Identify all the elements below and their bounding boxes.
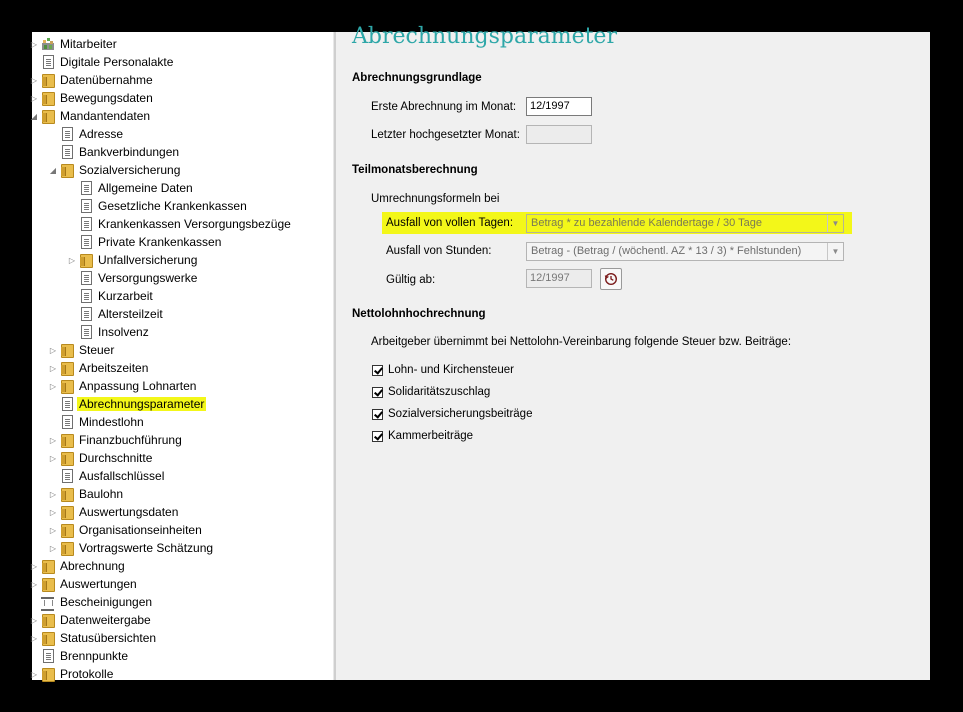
tree-item[interactable] bbox=[48, 341, 114, 359]
tree-item-label: Statusübersichten bbox=[60, 631, 157, 645]
tree-item[interactable] bbox=[48, 161, 180, 179]
section-heading-abrechnungsgrundlage: Abrechnungsgrundlage bbox=[352, 72, 482, 84]
folder-icon bbox=[41, 109, 55, 123]
folder-icon bbox=[60, 433, 74, 447]
expander-spacer bbox=[67, 183, 77, 193]
folder-icon bbox=[60, 343, 74, 357]
tree-item-label: Kurzarbeit bbox=[98, 289, 153, 303]
expand-arrow-icon[interactable]: ▷ bbox=[30, 615, 38, 625]
tree-item-label: Gesetzliche Krankenkassen bbox=[98, 199, 247, 213]
expander-spacer bbox=[29, 597, 39, 607]
tree-item-label: Adresse bbox=[79, 127, 124, 141]
tree-item-label: Mindestlohn bbox=[79, 415, 144, 429]
tree-item[interactable] bbox=[29, 53, 173, 71]
tree-item-label: Anpassung Lohnarten bbox=[79, 379, 197, 393]
expander-spacer bbox=[48, 129, 58, 139]
last-month-label: Letzter hochgesetzter Monat: bbox=[371, 129, 520, 141]
full-days-value: Betrag * zu bezahlende Kalendertage / 30 Tage bbox=[531, 217, 762, 229]
expander-spacer bbox=[67, 237, 77, 247]
tree-item[interactable] bbox=[48, 503, 178, 521]
expand-arrow-icon[interactable]: ▷ bbox=[49, 381, 57, 391]
hours-label: Ausfall von Stunden: bbox=[386, 245, 492, 257]
tree-item-label: Versorgungswerke bbox=[98, 271, 198, 285]
formula-subheading: Umrechnungsformeln bei bbox=[371, 193, 500, 205]
expander-spacer bbox=[29, 651, 39, 661]
document-icon bbox=[79, 217, 93, 231]
tree-item[interactable] bbox=[48, 359, 148, 377]
document-icon bbox=[60, 127, 74, 141]
expander-spacer bbox=[67, 327, 77, 337]
folder-icon bbox=[41, 73, 55, 87]
tree-item-label: Private Krankenkassen bbox=[98, 235, 222, 249]
expand-arrow-icon[interactable]: ▷ bbox=[30, 75, 38, 85]
checkbox-lohn-kirchensteuer[interactable] bbox=[372, 365, 383, 376]
document-icon bbox=[79, 181, 93, 195]
expand-arrow-icon[interactable]: ▷ bbox=[30, 669, 38, 679]
expand-arrow-icon[interactable]: ▷ bbox=[49, 507, 57, 517]
tree-item[interactable] bbox=[29, 575, 137, 593]
tree-item[interactable] bbox=[29, 107, 150, 125]
expander-spacer bbox=[67, 291, 77, 301]
expand-arrow-icon[interactable]: ▷ bbox=[30, 579, 38, 589]
tree-item-label: Protokolle bbox=[60, 667, 114, 681]
people-icon bbox=[41, 37, 55, 51]
collapse-arrow-icon[interactable]: ◢ bbox=[30, 111, 38, 121]
certificate-icon bbox=[41, 595, 55, 609]
tree-item[interactable] bbox=[29, 647, 128, 665]
section-heading-teilmonatsberechnung: Teilmonatsberechnung bbox=[352, 164, 478, 176]
tree-item[interactable] bbox=[48, 413, 144, 431]
netto-description: Arbeitgeber übernimmt bei Nettolohn-Vereinbarung folgende Steuer bzw. Beiträge: bbox=[371, 336, 792, 348]
expander-spacer bbox=[67, 273, 77, 283]
tree-item[interactable] bbox=[48, 521, 202, 539]
tree-item[interactable] bbox=[67, 233, 221, 251]
folder-icon bbox=[60, 361, 74, 375]
tree-item-label: Altersteilzeit bbox=[98, 307, 163, 321]
expand-arrow-icon[interactable]: ▷ bbox=[49, 525, 57, 535]
valid-from-input[interactable]: 12/1997 bbox=[526, 269, 592, 288]
expand-arrow-icon[interactable]: ▷ bbox=[49, 489, 57, 499]
tree-item-label: Abrechnung bbox=[60, 559, 125, 573]
expander-spacer bbox=[67, 309, 77, 319]
tree-item[interactable] bbox=[67, 251, 197, 269]
tree-item[interactable] bbox=[67, 215, 291, 233]
expand-arrow-icon[interactable]: ▷ bbox=[30, 39, 38, 49]
tree-item[interactable] bbox=[29, 89, 153, 107]
expander-spacer bbox=[67, 201, 77, 211]
tree-item-label: Mitarbeiter bbox=[60, 37, 117, 51]
tree-item[interactable] bbox=[48, 467, 164, 485]
document-icon bbox=[79, 325, 93, 339]
tree-item[interactable] bbox=[48, 539, 213, 557]
folder-icon bbox=[41, 667, 55, 681]
tree-item[interactable] bbox=[48, 449, 152, 467]
document-icon bbox=[41, 649, 55, 663]
tree-item[interactable] bbox=[67, 269, 197, 287]
tree-item[interactable] bbox=[48, 125, 123, 143]
hours-select[interactable] bbox=[526, 242, 844, 261]
page-title: Abrechnungsparameter bbox=[352, 24, 617, 49]
full-days-select[interactable] bbox=[526, 214, 844, 233]
tree-item-label: Auswertungsdaten bbox=[79, 505, 179, 519]
tree-item[interactable] bbox=[29, 71, 153, 89]
full-days-label: Ausfall von vollen Tagen: bbox=[386, 217, 514, 229]
section-heading-nettolohnhochrechnung: Nettolohnhochrechnung bbox=[352, 308, 486, 320]
history-icon bbox=[604, 272, 618, 286]
tree-item[interactable] bbox=[67, 287, 153, 305]
tree-item-label: Organisationseinheiten bbox=[79, 523, 202, 537]
expand-arrow-icon[interactable]: ▷ bbox=[68, 255, 76, 265]
tree-item[interactable] bbox=[29, 611, 151, 629]
folder-icon bbox=[41, 613, 55, 627]
expander-spacer bbox=[48, 417, 58, 427]
history-button[interactable] bbox=[600, 268, 622, 290]
tree-item-label: Datenübernahme bbox=[60, 73, 153, 87]
chevron-down-icon[interactable]: ▼ bbox=[827, 243, 843, 260]
expand-arrow-icon[interactable]: ▷ bbox=[30, 93, 38, 103]
tree-item[interactable] bbox=[48, 431, 182, 449]
tree-item-label: Brennpunkte bbox=[60, 649, 129, 663]
tree-item[interactable] bbox=[67, 179, 193, 197]
navigation-tree[interactable] bbox=[32, 32, 333, 680]
content-panel bbox=[336, 24, 930, 680]
checkbox-solidaritaetszuschlag[interactable] bbox=[372, 387, 383, 398]
tree-item[interactable] bbox=[29, 557, 125, 575]
tree-item-label: Bewegungsdaten bbox=[60, 91, 153, 105]
tree-item-label: Sozialversicherung bbox=[79, 163, 181, 177]
tree-item-label: Abrechnungsparameter bbox=[79, 397, 205, 411]
folder-icon bbox=[41, 91, 55, 105]
document-icon bbox=[79, 235, 93, 249]
document-icon bbox=[79, 271, 93, 285]
first-billing-label: Erste Abrechnung im Monat: bbox=[371, 101, 517, 113]
folder-icon bbox=[41, 631, 55, 645]
folder-icon bbox=[60, 523, 74, 537]
folder-icon bbox=[60, 541, 74, 555]
tree-item-label: Steuer bbox=[79, 343, 115, 357]
tree-item-label: Finanzbuchführung bbox=[79, 433, 182, 447]
tree-item[interactable] bbox=[29, 629, 156, 647]
tree-item-label: Allgemeine Daten bbox=[98, 181, 193, 195]
tree-item[interactable] bbox=[29, 35, 117, 53]
folder-icon bbox=[60, 379, 74, 393]
document-icon bbox=[79, 289, 93, 303]
checkbox-kammerbeitraege[interactable] bbox=[372, 431, 383, 442]
app-window bbox=[30, 24, 930, 681]
collapse-arrow-icon[interactable]: ◢ bbox=[49, 165, 57, 175]
tree-item[interactable] bbox=[67, 323, 149, 341]
tree-item-label: Bankverbindungen bbox=[79, 145, 180, 159]
checkbox-label-solidaritaetszuschlag: Solidaritätszuschlag bbox=[388, 386, 491, 398]
folder-icon bbox=[60, 451, 74, 465]
tree-item[interactable] bbox=[67, 197, 247, 215]
last-month-input[interactable] bbox=[526, 125, 592, 144]
tree-item-label: Baulohn bbox=[79, 487, 124, 501]
expander-spacer bbox=[29, 57, 39, 67]
tree-item-label: Durchschnitte bbox=[79, 451, 153, 465]
document-icon bbox=[79, 307, 93, 321]
document-icon bbox=[41, 55, 55, 69]
expand-arrow-icon[interactable]: ▷ bbox=[49, 363, 57, 373]
tree-item-label: Datenweitergabe bbox=[60, 613, 151, 627]
folder-icon bbox=[60, 487, 74, 501]
document-icon bbox=[60, 469, 74, 483]
chevron-down-icon[interactable]: ▼ bbox=[827, 215, 843, 232]
tree-item-label: Vortragswerte Schätzung bbox=[79, 541, 214, 555]
tree-item-label: Digitale Personalakte bbox=[60, 55, 174, 69]
checkbox-label-kammerbeitraege: Kammerbeiträge bbox=[388, 430, 474, 442]
expand-arrow-icon[interactable]: ▷ bbox=[49, 453, 57, 463]
tree-item-label: Insolvenz bbox=[98, 325, 149, 339]
document-icon bbox=[60, 397, 74, 411]
tree-item[interactable] bbox=[48, 143, 179, 161]
document-icon bbox=[79, 199, 93, 213]
expander-spacer bbox=[48, 471, 58, 481]
expand-arrow-icon[interactable]: ▷ bbox=[49, 543, 57, 553]
expand-arrow-icon[interactable]: ▷ bbox=[49, 345, 57, 355]
expander-spacer bbox=[48, 399, 58, 409]
tree-item-label: Ausfallschlüssel bbox=[79, 469, 165, 483]
expand-arrow-icon[interactable]: ▷ bbox=[30, 561, 38, 571]
tree-item-label: Krankenkassen Versorgungsbezüge bbox=[98, 217, 291, 231]
tree-item[interactable] bbox=[48, 395, 206, 413]
checkbox-label-sozialversicherung: Sozialversicherungsbeiträge bbox=[388, 408, 533, 420]
expand-arrow-icon[interactable]: ▷ bbox=[30, 633, 38, 643]
first-billing-input[interactable]: 12/1997 bbox=[526, 97, 592, 116]
tree-item-label: Bescheinigungen bbox=[60, 595, 153, 609]
tree-item[interactable] bbox=[48, 377, 196, 395]
expander-spacer bbox=[67, 219, 77, 229]
tree-item[interactable] bbox=[29, 593, 152, 611]
tree-item-label: Auswertungen bbox=[60, 577, 137, 591]
expander-spacer bbox=[48, 147, 58, 157]
tree-item[interactable] bbox=[67, 305, 163, 323]
tree-item-label: Unfallversicherung bbox=[98, 253, 198, 267]
tree-item[interactable] bbox=[48, 485, 123, 503]
folder-icon bbox=[60, 163, 74, 177]
expand-arrow-icon[interactable]: ▷ bbox=[49, 435, 57, 445]
checkbox-sozialversicherung[interactable] bbox=[372, 409, 383, 420]
folder-icon bbox=[41, 577, 55, 591]
folder-icon bbox=[79, 253, 93, 267]
valid-from-label: Gültig ab: bbox=[386, 274, 436, 286]
hours-value: Betrag - (Betrag / (wöchentl. AZ * 13 / 3) * Fehlstunden) bbox=[531, 245, 802, 257]
folder-icon bbox=[60, 505, 74, 519]
tree-item-label: Mandantendaten bbox=[60, 109, 151, 123]
tree-item-label: Arbeitszeiten bbox=[79, 361, 149, 375]
document-icon bbox=[60, 415, 74, 429]
document-icon bbox=[60, 145, 74, 159]
checkbox-label-lohn-kirchensteuer: Lohn- und Kirchensteuer bbox=[388, 364, 514, 376]
tree-item[interactable] bbox=[29, 665, 113, 683]
folder-icon bbox=[41, 559, 55, 573]
